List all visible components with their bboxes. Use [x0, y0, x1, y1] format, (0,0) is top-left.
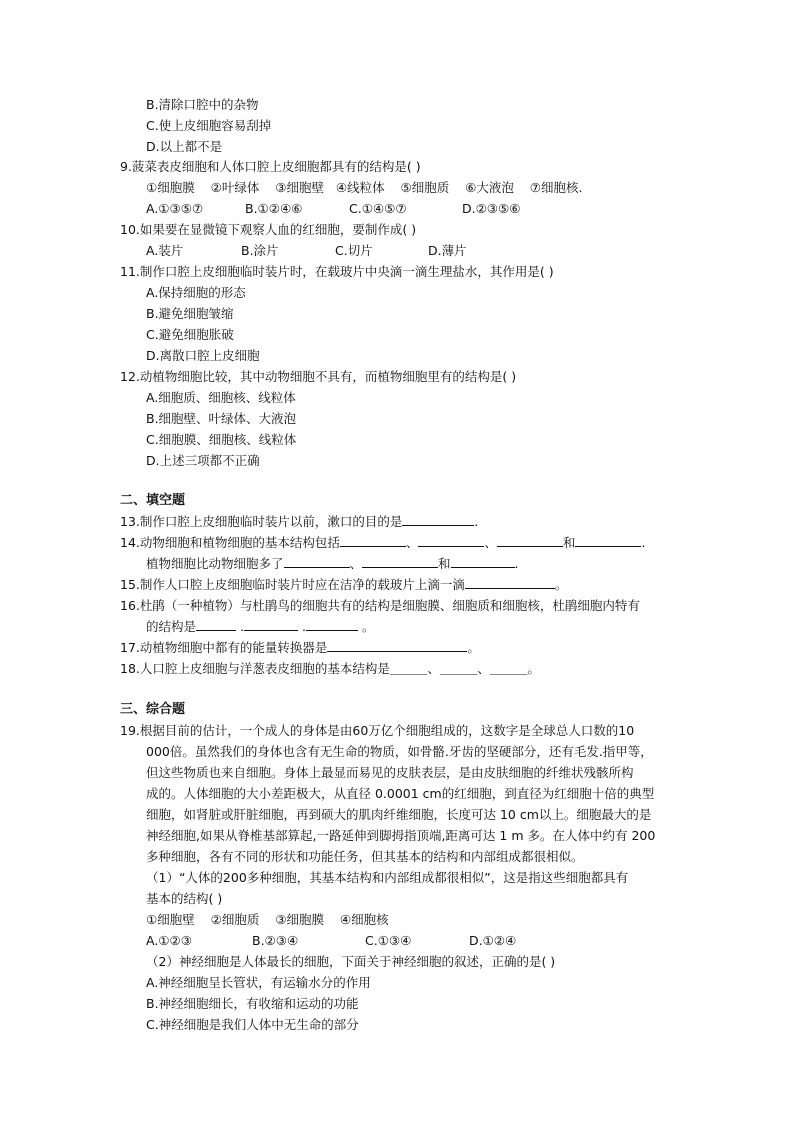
q11-option-d: D.离散口腔上皮细胞 [146, 348, 260, 363]
q9-option-a: A.①③⑤⑦ [146, 201, 204, 216]
q10-stem: 10.如果要在显微镜下观察人血的红细胞，要制作成( ) [120, 222, 417, 237]
q19-passage-line: 000倍。虽然我们的身体也含有无生命的物质，如骨骼.牙齿的坚硬部分，还有毛发.指甲等， [146, 744, 653, 759]
q8-option-d: D.以上都不是 [146, 139, 223, 154]
q17-end: 。 [467, 640, 480, 655]
q19-sub2-option-b: B.神经细胞细长，有收缩和运动的功能 [146, 996, 359, 1011]
q17-blank[interactable] [327, 637, 467, 652]
q14-blank-7[interactable] [451, 553, 515, 568]
q14-blank-6[interactable] [362, 553, 438, 568]
q15-end: 。 [554, 577, 568, 592]
q9-stem: 9.菠菜表皮细胞和人体口腔上皮细胞都具有的结构是( ) [120, 159, 421, 174]
q19-sub1-option-b: B.②③④ [252, 933, 299, 948]
q14-text: 14.动物细胞和植物细胞的基本结构包括 [120, 535, 340, 550]
q14-line1 [120, 532, 645, 553]
q16-blank-3[interactable] [306, 616, 358, 631]
q10-option-b: B.涂片 [241, 243, 279, 258]
q14-blank-4[interactable] [575, 532, 641, 547]
q19-sub1-option-a: A.①②③ [146, 933, 192, 948]
q14-sep: 和 [562, 535, 576, 550]
q19-sub1-item: ③细胞膜 [275, 912, 324, 927]
q9-item: ①细胞膜 [146, 180, 195, 195]
q15-text: 15.制作人口腔上皮细胞临时装片时应在洁净的载玻片上滴一滴 [120, 577, 465, 592]
q12-option-c: C.细胞膜、细胞核、线粒体 [146, 432, 297, 447]
q19-sub1-item: ①细胞壁 [146, 912, 195, 927]
q14-sep: 、 [405, 535, 419, 550]
q10-option-d: D.薄片 [428, 243, 467, 258]
q19-sub1-option-c: C.①③④ [365, 933, 412, 948]
q16-sep: . [240, 619, 244, 634]
q12-option-d: D.上述三项都不正确 [146, 453, 260, 468]
q9-option-d: D.②③⑤⑥ [462, 201, 521, 216]
q19-sub1-stem-cont: 基本的结构( ) [146, 891, 223, 906]
q16-blank-2[interactable] [244, 616, 298, 631]
q19-passage-line: 成的。人体细胞的大小差距极大，从直径 0.0001 cm的红细胞，到直径为红细胞十倍的典型 [146, 786, 655, 801]
q15-blank[interactable] [465, 574, 555, 589]
q19-sub2-option-c: C.神经细胞是我们人体中无生命的部分 [146, 1017, 359, 1032]
q14-sep: 、 [349, 556, 363, 571]
q19-sub1-items [146, 909, 389, 930]
q17-text: 17.动植物细胞中都有的能量转换器是 [120, 640, 328, 655]
q11-option-b: B.避免细胞皱缩 [146, 306, 234, 321]
q19-passage-line: 细胞，如肾脏或肝脏细胞，再到硕大的肌肉纤维细胞，长度可达 10 cm以上。细胞最大的是 [146, 807, 652, 822]
q16-end: 。 [361, 619, 375, 634]
q16-line2 [146, 616, 374, 637]
section-title-comprehensive: 三、综合题 [120, 702, 186, 717]
q14-blank-1[interactable] [340, 532, 406, 547]
q13-text: 13.制作口腔上皮细胞临时装片以前，漱口的目的是 [120, 514, 403, 529]
q8-option-b: B.清除口腔中的杂物 [146, 97, 259, 112]
q9-item: ④线粒体 [335, 180, 385, 195]
q16-blank-1[interactable] [196, 616, 236, 631]
q9-items [146, 177, 582, 198]
q16-sep: . [301, 619, 306, 634]
q16-line1: 16.杜鹃（一种植物）与杜鹃鸟的细胞共有的结构是细胞膜、细胞质和细胞核，杜鹃细胞内特有 [120, 598, 640, 613]
q14-line2-text: 植物细胞比动物细胞多了 [146, 556, 284, 571]
q14-sep: 、 [484, 535, 497, 550]
q12-option-b: B.细胞壁、叶绿体、大液泡 [146, 411, 297, 426]
q19-passage-line: 但这些物质也来自细胞。身体上最显而易见的皮肤表层，是由皮肤细胞的纤维状残骸所构 [146, 765, 634, 780]
q9-option-b: B.①②④⑥ [245, 201, 303, 216]
q14-end: . [514, 556, 519, 571]
q19-sub1-item: ④细胞核 [339, 912, 389, 927]
q11-stem: 11.制作口腔上皮细胞临时装片时，在载玻片中央滴一滴生理盐水，其作用是( ) [120, 264, 554, 279]
q14-line2 [146, 553, 519, 574]
q9-item: ⑥大液泡 [465, 180, 514, 195]
q9-item: ⑦细胞核. [529, 180, 583, 195]
q14-sep: 和 [438, 556, 451, 571]
q10-option-c: C.切片 [335, 243, 373, 258]
section-title-fill-in: 二、填空题 [120, 493, 186, 508]
q19-sub2-option-a: A.神经细胞呈长管状，有运输水分的作用 [146, 975, 371, 990]
q19-sub1-stem: （1）“人体的200多种细胞，其基本结构和内部组成都很相似”，这是指这些细胞都具有 [146, 870, 629, 885]
q11-option-c: C.避免细胞胀破 [146, 327, 234, 342]
q14-end: . [641, 535, 646, 550]
q15 [120, 574, 567, 595]
q13-end: . [474, 514, 479, 529]
q9-option-c: C.①④⑤⑦ [349, 201, 407, 216]
q17 [120, 637, 480, 658]
q19-sub2-stem: （2）神经细胞是人体最长的细胞，下面关于神经细胞的叙述，正确的是( ) [146, 954, 556, 969]
q14-blank-5[interactable] [284, 553, 350, 568]
q19-sub1-item: ②细胞质 [210, 912, 260, 927]
q14-blank-3[interactable] [497, 532, 563, 547]
q9-item: ⑤细胞质 [400, 180, 450, 195]
q8-option-c: C.使上皮细胞容易刮掉 [146, 118, 272, 133]
q16-line2-text: 的结构是 [146, 619, 197, 634]
q12-option-a: A.细胞质、细胞核、线粒体 [146, 390, 296, 405]
q19-sub1-option-d: D.①②④ [469, 933, 517, 948]
q12-stem: 12.动植物细胞比较，其中动物细胞不具有，而植物细胞里有的结构是( ) [120, 369, 517, 384]
q10-option-a: A.装片 [146, 243, 184, 258]
q9-item: ②叶绿体 [210, 180, 260, 195]
q13 [120, 511, 478, 532]
q19-passage-line: 多种细胞，各有不同的形状和功能任务，但其基本的结构和内部组成都很相似。 [146, 849, 584, 864]
q18: 18.人口腔上皮细胞与洋葱表皮细胞的基本结构是＿＿＿、＿＿＿、＿＿＿。 [120, 661, 540, 676]
q13-blank[interactable] [402, 511, 474, 526]
q19-passage-line: 19.根据目前的估计，一个成人的身体是由60万亿个细胞组成的，这数字是全球总人口数的10 [120, 723, 635, 738]
q11-option-a: A.保持细胞的形态 [146, 285, 246, 300]
q19-passage-line: 神经细胞,如果从脊椎基部算起,一路延伸到脚拇指顶端,距离可达 1 m 多。在人体中约有 200 [146, 828, 656, 843]
q14-blank-2[interactable] [418, 532, 484, 547]
q9-item: ③细胞壁 [275, 180, 324, 195]
